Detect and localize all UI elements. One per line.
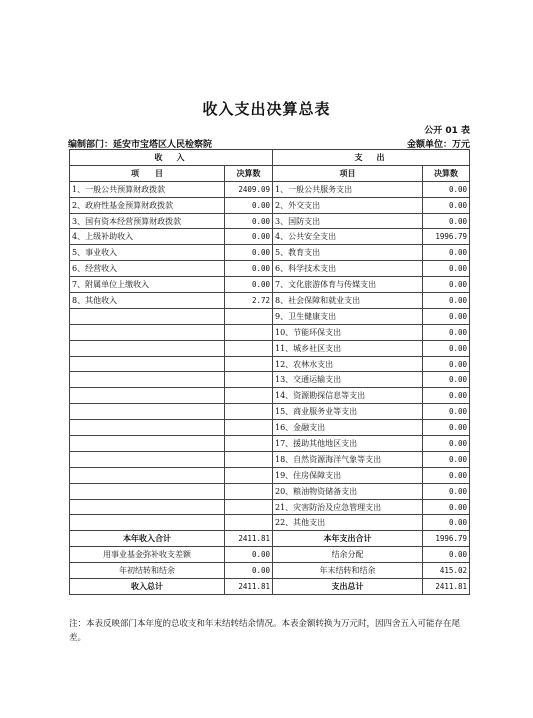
budget-summary-table <box>69 149 470 595</box>
expense-item-label: 9、卫生健康支出 <box>273 308 423 324</box>
expense-item-value: 0.00 <box>423 467 470 483</box>
expense-item-label: 11、城乡社区支出 <box>273 340 423 356</box>
income-item-value <box>225 436 273 452</box>
income-item-label <box>70 324 225 340</box>
income-item-label: 5、事业收入 <box>70 245 225 261</box>
income-item-value <box>225 324 273 340</box>
end-balance-value: 415.02 <box>423 563 470 579</box>
income-item-label <box>70 340 225 356</box>
expense-item-value: 0.00 <box>423 340 470 356</box>
income-item-label <box>70 404 225 420</box>
income-item-label <box>70 372 225 388</box>
table-row <box>70 404 470 420</box>
expense-item-value: 0.00 <box>423 181 470 197</box>
end-balance-label: 年末结转和结余 <box>273 563 423 579</box>
expense-item-label: 5、教育支出 <box>273 245 423 261</box>
income-amount-header: 决算数 <box>225 165 273 181</box>
table-row <box>70 340 470 356</box>
table-row <box>70 356 470 372</box>
expense-item-label: 7、文化旅游体育与传媒支出 <box>273 277 423 293</box>
expense-total-value: 1996.79 <box>423 531 470 547</box>
table-row <box>70 181 470 197</box>
income-item-label: 1、一般公共预算财政拨款 <box>70 181 225 197</box>
balance-row <box>70 563 470 579</box>
column-header-row <box>70 165 470 181</box>
expense-item-label: 10、节能环保支出 <box>273 324 423 340</box>
income-item-label <box>70 388 225 404</box>
income-item-value <box>225 451 273 467</box>
expense-item-value: 0.00 <box>423 261 470 277</box>
expense-section-header: 支 出 <box>273 150 470 166</box>
fund-gap-value: 0.00 <box>225 547 273 563</box>
income-item-label: 2、政府性基金预算财政拨款 <box>70 197 225 213</box>
table-row <box>70 420 470 436</box>
expense-item-label: 17、援助其他地区支出 <box>273 436 423 452</box>
income-item-value <box>225 404 273 420</box>
income-item-label <box>70 308 225 324</box>
expense-item-label: 4、公共安全支出 <box>273 229 423 245</box>
table-row <box>70 388 470 404</box>
expense-item-header: 项目 <box>273 165 423 181</box>
footnote: 注：本表反映部门本年度的总收支和年末结转结余情况。本表金额转换为万元时，因四舍五入可能存在尾差。 <box>69 619 461 643</box>
expense-item-label: 22、其他支出 <box>273 515 423 531</box>
income-item-value <box>225 515 273 531</box>
expense-item-value: 0.00 <box>423 372 470 388</box>
income-item-value: 0.00 <box>225 197 273 213</box>
table-row <box>70 324 470 340</box>
expense-item-value: 0.00 <box>423 308 470 324</box>
income-item-label <box>70 483 225 499</box>
adjustment-row <box>70 547 470 563</box>
expense-item-label: 3、国防支出 <box>273 213 423 229</box>
income-item-label <box>70 436 225 452</box>
income-item-label <box>70 451 225 467</box>
expense-item-value: 0.00 <box>423 420 470 436</box>
surplus-distribution-value: 0.00 <box>423 547 470 563</box>
expense-item-label: 19、住房保障支出 <box>273 467 423 483</box>
table-row <box>70 229 470 245</box>
expense-item-label: 2、外交支出 <box>273 197 423 213</box>
expense-item-label: 12、农林水支出 <box>273 356 423 372</box>
expense-grand-total-value: 2411.81 <box>423 579 470 595</box>
fund-gap-label: 用事业基金弥补收支差额 <box>70 547 225 563</box>
expense-item-value: 1996.79 <box>423 229 470 245</box>
table-row <box>70 451 470 467</box>
begin-balance-value: 0.00 <box>225 563 273 579</box>
income-item-value <box>225 499 273 515</box>
income-item-value <box>225 388 273 404</box>
expense-item-label: 1、一般公共服务支出 <box>273 181 423 197</box>
income-item-label <box>70 356 225 372</box>
table-row <box>70 261 470 277</box>
table-row <box>70 293 470 309</box>
income-item-value: 2.72 <box>225 293 273 309</box>
expense-item-value: 0.00 <box>423 483 470 499</box>
expense-item-value: 0.00 <box>423 499 470 515</box>
department-label: 编制部门： <box>68 140 114 150</box>
currency-unit: 金额单位：万元 <box>406 140 470 150</box>
expense-item-label: 20、粮油物资储备支出 <box>273 483 423 499</box>
income-item-value <box>225 308 273 324</box>
table-row <box>70 308 470 324</box>
begin-balance-label: 年初结转和结余 <box>70 563 225 579</box>
expense-item-label: 14、资源勘探信息等支出 <box>273 388 423 404</box>
table-row <box>70 277 470 293</box>
expense-item-label: 13、交通运输支出 <box>273 372 423 388</box>
table-row <box>70 436 470 452</box>
expense-item-value: 0.00 <box>423 293 470 309</box>
expense-item-label: 15、商业服务业等支出 <box>273 404 423 420</box>
income-item-header: 项 目 <box>70 165 225 181</box>
income-item-label <box>70 515 225 531</box>
grand-total-row <box>70 579 470 595</box>
table-row <box>70 467 470 483</box>
income-item-value: 2409.09 <box>225 181 273 197</box>
income-item-label: 4、上级补助收入 <box>70 229 225 245</box>
income-grand-total-value: 2411.81 <box>225 579 273 595</box>
income-item-label <box>70 420 225 436</box>
income-item-label: 7、附属单位上缴收入 <box>70 277 225 293</box>
expense-item-value: 0.00 <box>423 436 470 452</box>
expense-item-value: 0.00 <box>423 197 470 213</box>
expense-amount-header: 决算数 <box>423 165 470 181</box>
total-row <box>70 531 470 547</box>
income-item-label <box>70 467 225 483</box>
table-row <box>70 197 470 213</box>
income-total-label: 本年收入合计 <box>70 531 225 547</box>
expense-item-label: 8、社会保障和就业支出 <box>273 293 423 309</box>
expense-item-label: 6、科学技术支出 <box>273 261 423 277</box>
table-row <box>70 245 470 261</box>
income-total-value: 2411.81 <box>225 531 273 547</box>
income-item-label: 6、经营收入 <box>70 261 225 277</box>
department-name: 延安市宝塔区人民检察院 <box>113 140 213 150</box>
expense-item-label: 18、自然资源海洋气象等支出 <box>273 451 423 467</box>
income-item-label: 8、其他收入 <box>70 293 225 309</box>
income-item-value <box>225 483 273 499</box>
expense-item-value: 0.00 <box>423 277 470 293</box>
income-item-value <box>225 467 273 483</box>
expense-item-value: 0.00 <box>423 515 470 531</box>
table-row <box>70 213 470 229</box>
expense-item-value: 0.00 <box>423 324 470 340</box>
expense-total-label: 本年支出合计 <box>273 531 423 547</box>
income-item-value: 0.00 <box>225 277 273 293</box>
expense-item-value: 0.00 <box>423 388 470 404</box>
table-row <box>70 499 470 515</box>
income-item-value <box>225 340 273 356</box>
table-row <box>70 483 470 499</box>
income-item-value: 0.00 <box>225 213 273 229</box>
expense-item-label: 21、灾害防治及应急管理支出 <box>273 499 423 515</box>
section-header-row <box>70 150 470 166</box>
income-item-value <box>225 372 273 388</box>
expense-item-value: 0.00 <box>423 451 470 467</box>
income-item-value: 0.00 <box>225 261 273 277</box>
surplus-distribution-label: 结余分配 <box>273 547 423 563</box>
income-item-label <box>70 499 225 515</box>
income-section-header: 收 入 <box>70 150 273 166</box>
table-row <box>70 372 470 388</box>
expense-item-value: 0.00 <box>423 356 470 372</box>
income-item-value <box>225 356 273 372</box>
expense-item-value: 0.00 <box>423 213 470 229</box>
income-item-value: 0.00 <box>225 245 273 261</box>
income-item-value: 0.00 <box>225 229 273 245</box>
expense-item-label: 16、金融支出 <box>273 420 423 436</box>
report-title: 收入支出决算总表 <box>202 100 331 118</box>
expense-item-value: 0.00 <box>423 245 470 261</box>
income-item-value <box>225 420 273 436</box>
table-row <box>70 515 470 531</box>
income-item-label: 3、国有资本经营预算财政拨款 <box>70 213 225 229</box>
income-grand-total-label: 收入总计 <box>70 579 225 595</box>
expense-item-value: 0.00 <box>423 404 470 420</box>
expense-grand-total-label: 支出总计 <box>273 579 423 595</box>
form-number: 公开 01 表 <box>424 126 470 136</box>
